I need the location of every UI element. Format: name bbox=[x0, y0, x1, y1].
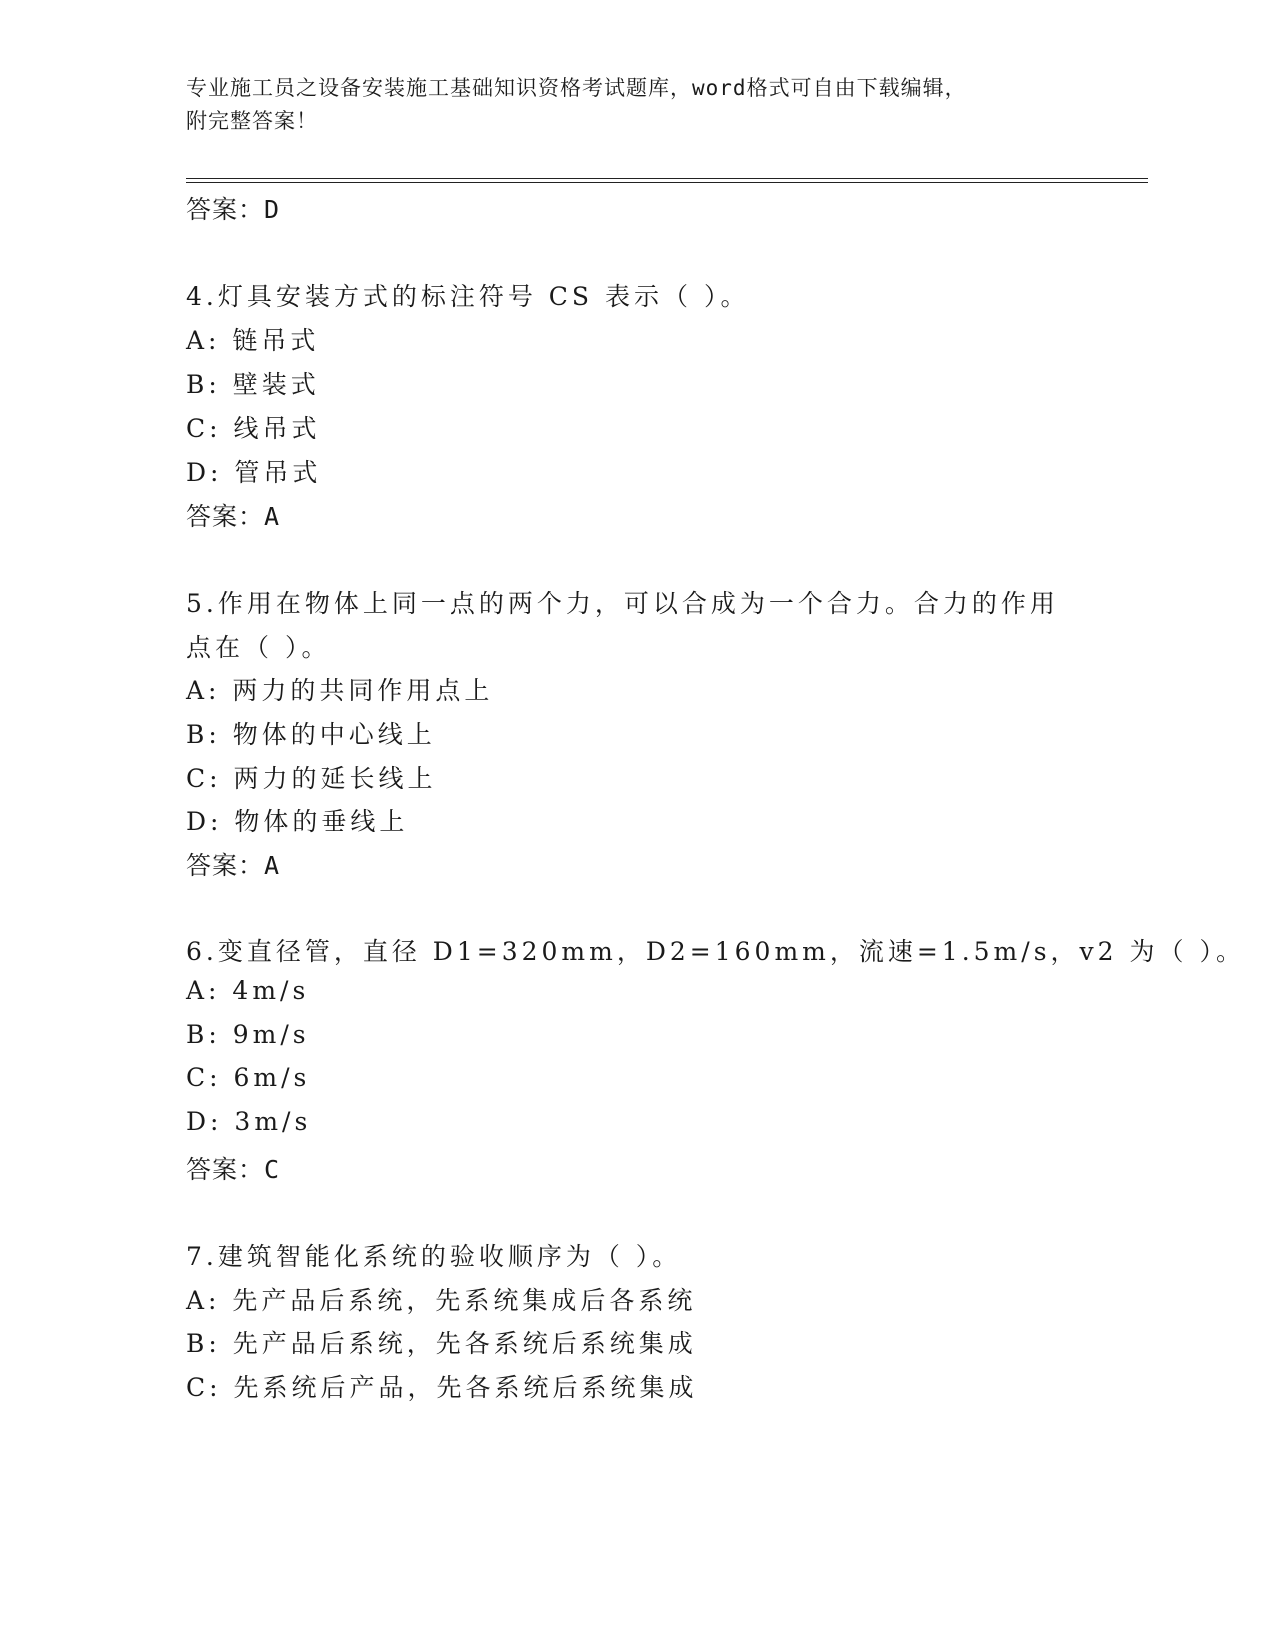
answer-previous-question: 答案：D bbox=[186, 195, 281, 224]
question-4-option-b: B: 壁装式 bbox=[186, 370, 320, 399]
question-4-answer: 答案：A bbox=[186, 502, 281, 531]
question-7-stem: 7.建筑智能化系统的验收顺序为（ ）。 bbox=[186, 1242, 682, 1271]
question-6-stem: 6.变直径管，直径 D1=320mm，D2=160mm，流速=1.5m/s，v2 为（ ）。 bbox=[186, 937, 1245, 966]
question-5-option-b: B: 物体的中心线上 bbox=[186, 720, 436, 749]
question-5-option-c: C: 两力的延长线上 bbox=[186, 764, 437, 793]
header-divider-bottom bbox=[186, 182, 1148, 183]
question-6-option-b: B: 9m/s bbox=[186, 1020, 310, 1049]
question-7-option-b: B: 先产品后系统，先各系统后系统集成 bbox=[186, 1329, 697, 1358]
question-4-option-c: C: 线吊式 bbox=[186, 414, 321, 443]
question-5-option-d: D: 物体的垂线上 bbox=[186, 807, 409, 836]
question-6-option-a: A: 4m/s bbox=[186, 976, 310, 1005]
question-7-option-a: A: 先产品后系统，先系统集成后各系统 bbox=[186, 1286, 697, 1315]
question-7-option-c: C: 先系统后产品，先各系统后系统集成 bbox=[186, 1373, 698, 1402]
question-6-option-c: C: 6m/s bbox=[186, 1063, 311, 1092]
question-5-option-a: A: 两力的共同作用点上 bbox=[186, 676, 494, 705]
question-6-option-d: D: 3m/s bbox=[186, 1107, 312, 1136]
header-line-2: 附完整答案！ bbox=[186, 109, 318, 133]
question-5-answer: 答案：A bbox=[186, 851, 281, 880]
header-divider-top bbox=[186, 178, 1148, 179]
question-5-stem-line-2: 点在（ ）。 bbox=[186, 633, 331, 662]
question-4-option-a: A: 链吊式 bbox=[186, 326, 320, 355]
question-4-stem: 4.灯具安装方式的标注符号 CS 表示（ ）。 bbox=[186, 282, 750, 311]
question-6-answer: 答案：C bbox=[186, 1155, 281, 1184]
question-4-option-d: D: 管吊式 bbox=[186, 458, 322, 487]
question-5-stem-line-1: 5.作用在物体上同一点的两个力，可以合成为一个合力。合力的作用 bbox=[186, 589, 1059, 618]
document-header bbox=[186, 72, 1086, 138]
header-line-1: 专业施工员之设备安装施工基础知识资格考试题库，word格式可自由下载编辑， bbox=[186, 76, 967, 100]
